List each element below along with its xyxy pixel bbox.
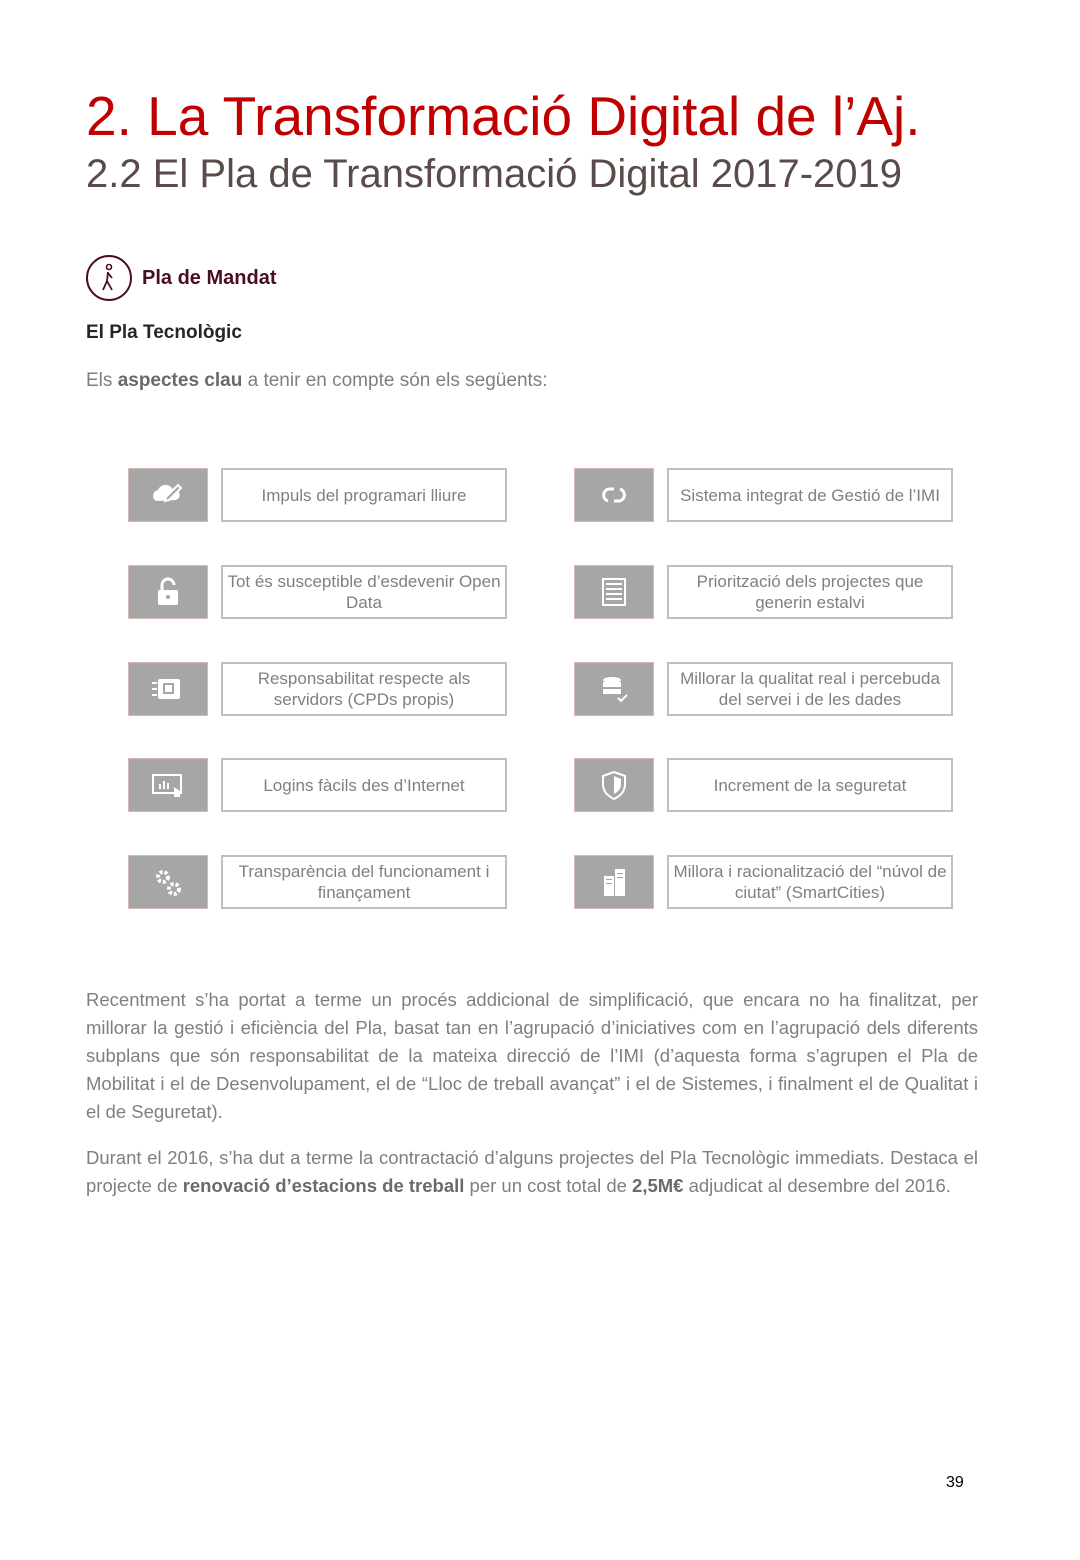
shield-icon [574, 758, 654, 812]
aspect-item [574, 662, 953, 716]
aspect-label: Millorar la qualitat real i percebuda del servei i de les dades [667, 662, 953, 716]
section-label [86, 255, 276, 301]
aspect-label: Sistema integrat de Gestió de l’IMI [667, 468, 953, 522]
buildings-icon [574, 855, 654, 909]
section-label-text: Pla de Mandat [142, 266, 277, 289]
aspect-item [574, 565, 953, 619]
aspect-label: Millora i racionalització del “núvol de ciutat” (SmartCities) [667, 855, 953, 909]
aspect-label: Transparència del funcionament i finançament [221, 855, 507, 909]
heading: El Pla Tecnològic [86, 322, 242, 343]
page-title: 2. La Transformació Digital de l’Aj. [86, 85, 921, 147]
aspect-item [128, 565, 507, 619]
paragraph-2: Durant el 2016, s’ha dut a terme la contractació d’alguns projectes del Pla Tecnològic immediats. Destaca el projecte de renovació d’estacions de treball per un cost total de 2,5M€ adjudicat al desembre del 2016. [86, 1147, 978, 1196]
aspect-item [128, 758, 507, 812]
screen-touch-icon [128, 758, 208, 812]
gears-icon [128, 855, 208, 909]
aspect-item [574, 855, 953, 909]
aspect-label: Increment de la seguretat [667, 758, 953, 812]
aspect-label: Logins fàcils des d’Internet [221, 758, 507, 812]
aspect-item [128, 662, 507, 716]
aspect-item [128, 855, 507, 909]
page-number: 39 [946, 1474, 964, 1491]
walking-person-icon [86, 255, 132, 301]
aspect-item [574, 468, 953, 522]
sync-link-icon [574, 468, 654, 522]
unlock-icon [128, 565, 208, 619]
aspect-label: Priorització dels projectes que generin estalvi [667, 565, 953, 619]
aspect-item [574, 758, 953, 812]
server-chip-icon [128, 662, 208, 716]
aspect-item [128, 468, 507, 522]
database-check-icon [574, 662, 654, 716]
aspect-label: Impuls del programari lliure [221, 468, 507, 522]
aspect-label: Responsabilitat respecte als servidors (CPDs propis) [221, 662, 507, 716]
abacus-icon [574, 565, 654, 619]
paragraph-1: Recentment s’ha portat a terme un procés addicional de simplificació, que encara no ha finalitzat, per millorar la gestió i eficiència del Pla, basat tan en l’agrupació d’iniciatives com en l’agrupació dels diferents subplans que són responsabilitat de la mateixa direcció de l’IMI (d’aquesta forma s’agrupen el Pla de Mobilitat i el de Desenvolupament, el de “Lloc de treball avançat” i el de Sistemes, i finalment el de Qualitat i el de Seguretat). [86, 989, 978, 1122]
cloud-pencil-icon [128, 468, 208, 522]
intro-text: Els aspectes clau a tenir en compte són els següents: [86, 370, 548, 391]
aspect-label: Tot és susceptible d’esdevenir Open Data [221, 565, 507, 619]
page-subtitle: 2.2 El Pla de Transformació Digital 2017-2019 [86, 152, 903, 196]
